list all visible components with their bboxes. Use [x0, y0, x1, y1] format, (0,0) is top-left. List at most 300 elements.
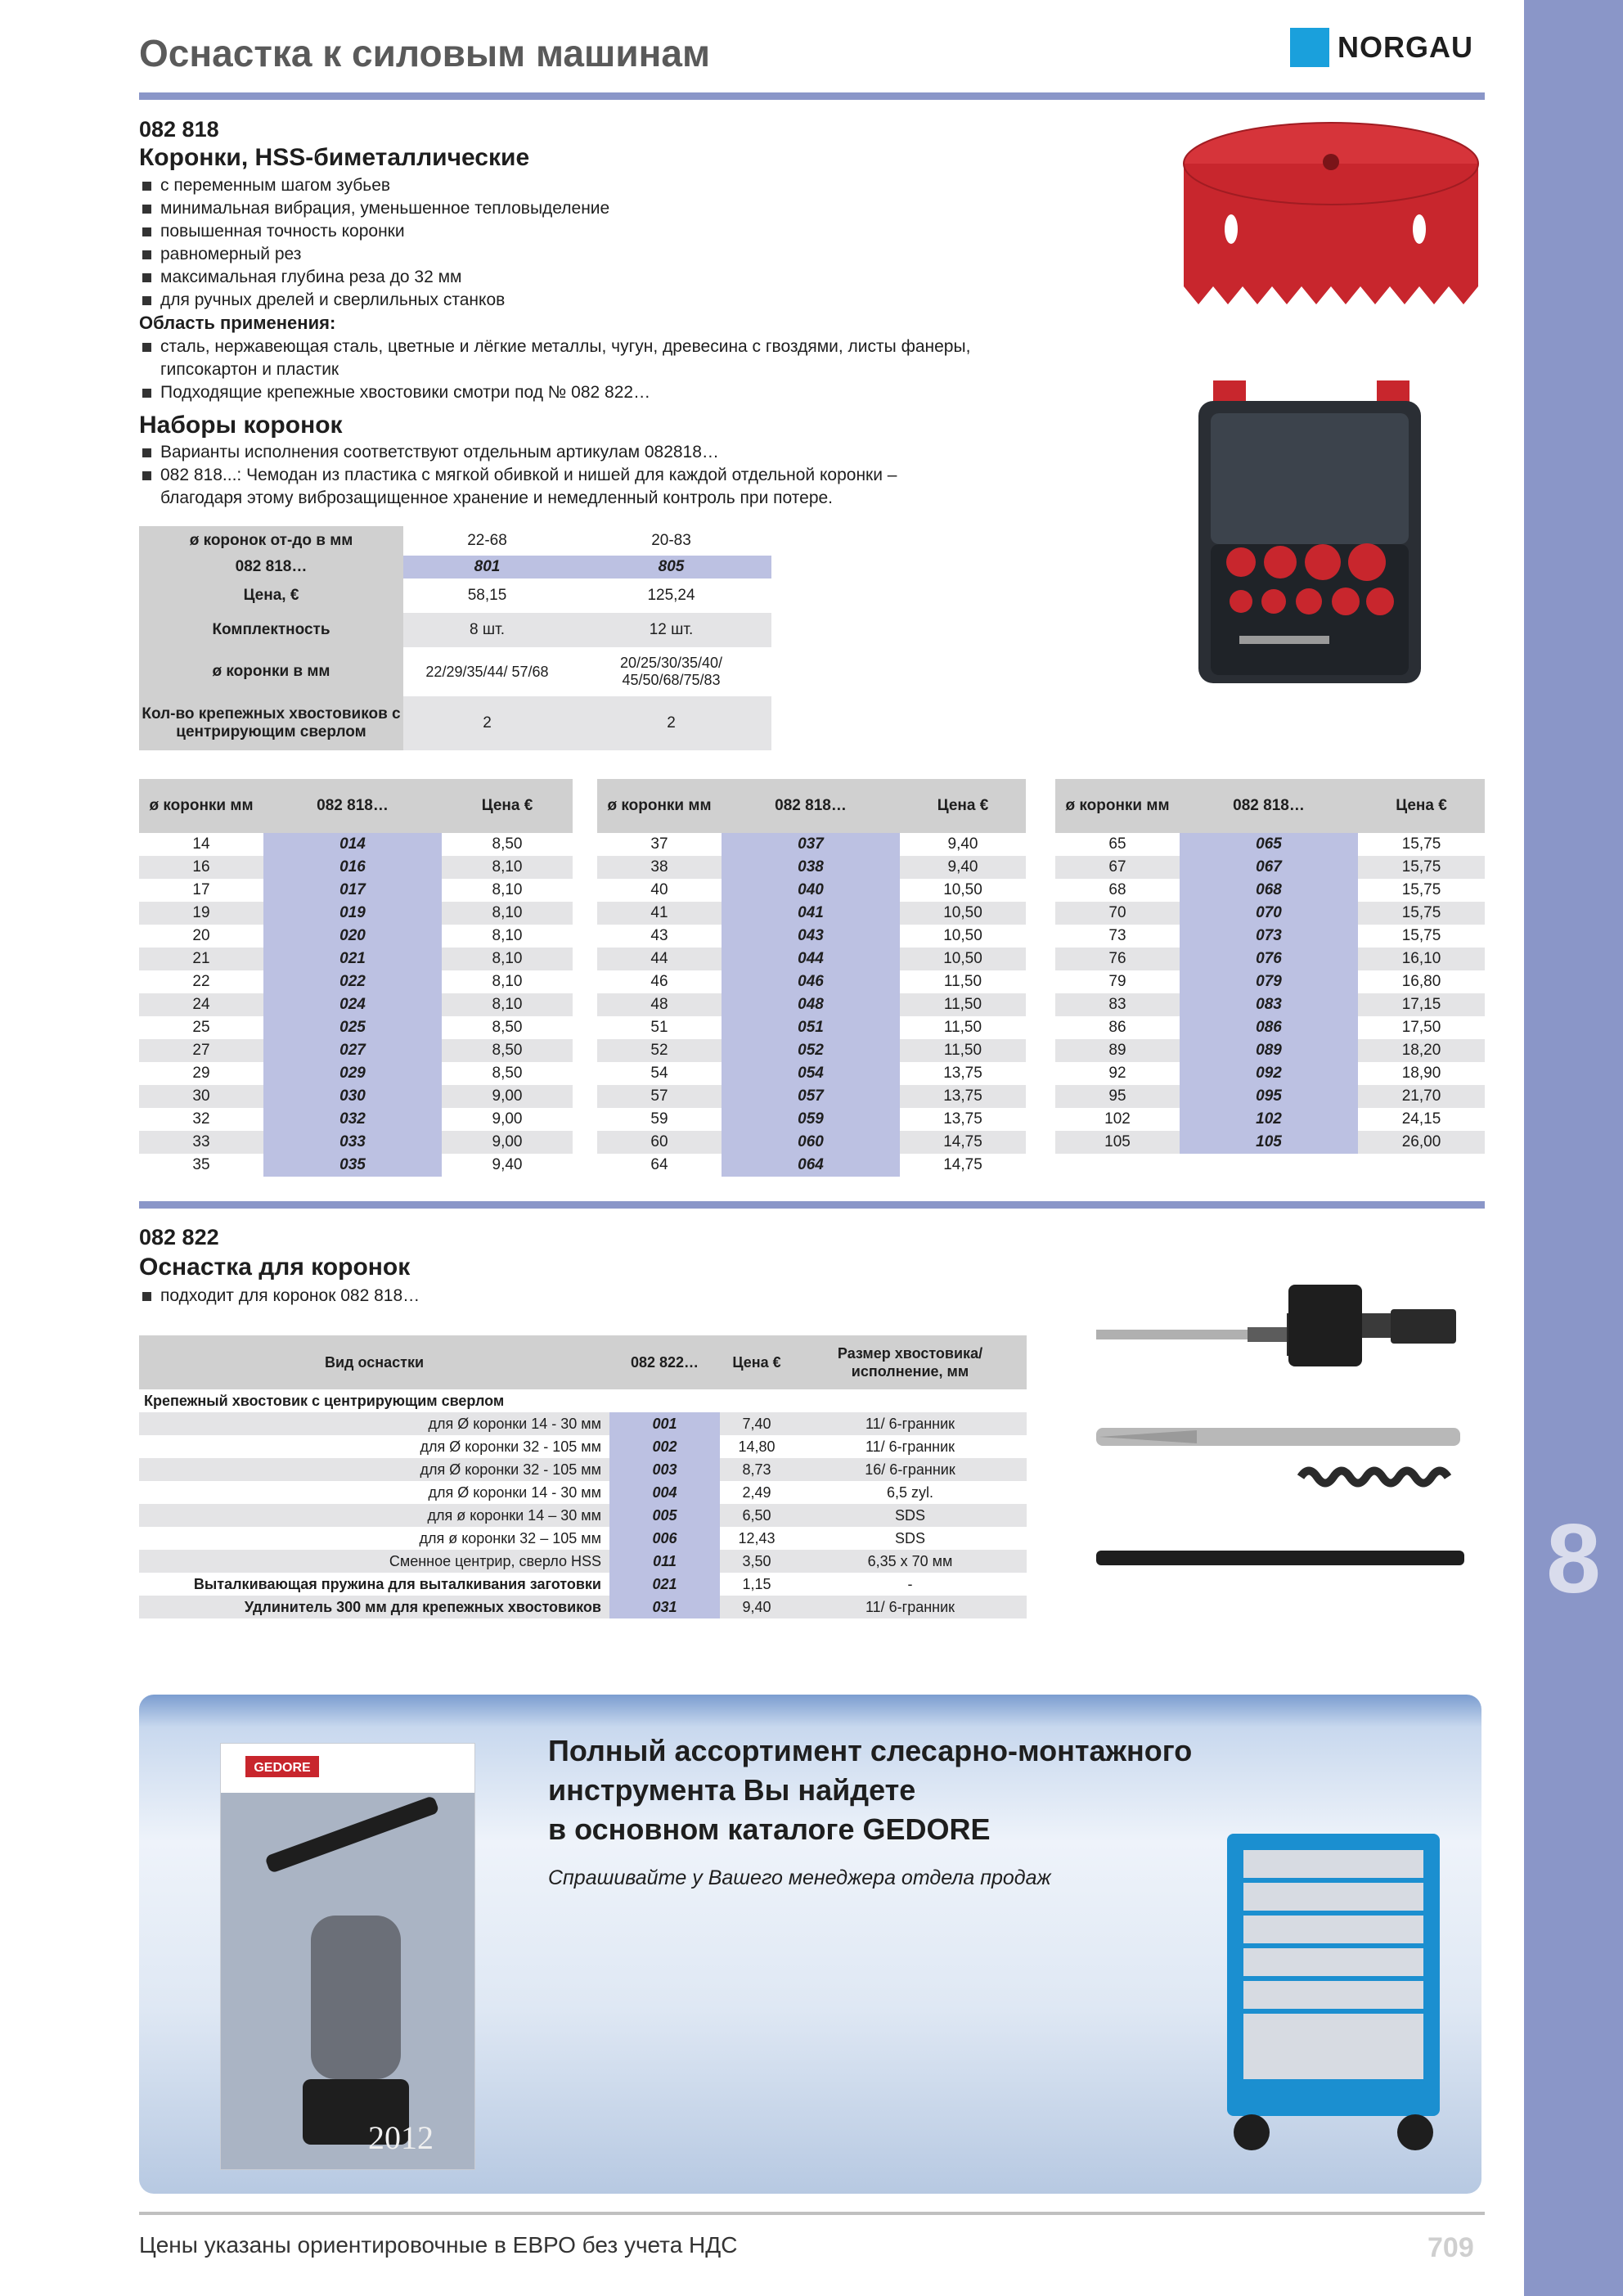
article-cell: 086	[1180, 1016, 1358, 1039]
hole-saw-set-case-image	[1190, 380, 1427, 696]
article-cell: 095	[1180, 1085, 1358, 1108]
table-row	[1055, 1062, 1485, 1085]
table-row	[139, 970, 573, 993]
table-row	[139, 1039, 573, 1062]
table-row	[597, 1154, 1026, 1177]
table-row	[1055, 1016, 1485, 1039]
price-cell: 17,50	[1401, 1019, 1441, 1036]
diameter-cell: 32	[192, 1110, 210, 1128]
col-price: Цена €	[900, 779, 1026, 833]
table-row	[139, 1016, 573, 1039]
col-price: Цена €	[1358, 779, 1485, 833]
article-cell: 065	[1180, 833, 1358, 856]
diameter-cell: 76	[1055, 948, 1180, 970]
article-cell: 054	[722, 1062, 900, 1085]
diameter-cell: 79	[1108, 973, 1126, 990]
table-row	[139, 1131, 573, 1154]
diameter-cell: 89	[1055, 1039, 1180, 1062]
diameter-cell: 92	[1108, 1065, 1126, 1082]
type-cell: Удлинитель 300 мм для крепежных хвостовиков	[139, 1596, 609, 1618]
article-cell: 083	[1180, 993, 1358, 1016]
col-size: Размер хвостовика/ исполнение, мм	[794, 1335, 1027, 1389]
type-cell: Сменное центрир, сверло HSS	[139, 1550, 609, 1573]
price-cell: 8,10	[492, 927, 523, 944]
article-cell: 001	[609, 1412, 720, 1435]
type-cell: для Ø коронки 14 - 30 мм	[139, 1412, 609, 1435]
diameter-cell: 52	[597, 1039, 722, 1062]
diameter-cell: 44	[597, 948, 722, 970]
table-row	[1055, 1039, 1485, 1062]
price-cell: 11,50	[900, 1039, 1026, 1062]
sets-value: 2	[571, 696, 771, 750]
diameter-cell: 25	[192, 1019, 210, 1036]
price-cell: 10,50	[943, 881, 982, 898]
table-row	[597, 1085, 1026, 1108]
article-cell: 040	[722, 879, 900, 902]
table-row	[1055, 1108, 1485, 1131]
article-cell: 038	[722, 856, 900, 879]
price-cell: 9,40	[720, 1596, 794, 1618]
diameter-cell: 43	[650, 927, 668, 944]
article-cell: 019	[263, 902, 442, 925]
extension-rod-icon	[1096, 1551, 1464, 1565]
price-cell: 18,90	[1401, 1065, 1441, 1082]
diameter-cell: 46	[650, 973, 668, 990]
diameter-cell: 21	[139, 948, 263, 970]
price-cell: 2,49	[742, 1483, 771, 1501]
price-table-2	[597, 779, 1026, 1177]
table-row	[139, 948, 573, 970]
type-cell: для Ø коронки 14 - 30 мм	[428, 1483, 601, 1501]
size-cell: 11/ 6-гранник	[865, 1438, 955, 1455]
feature-item: подходит для коронок 082 818…	[139, 1285, 794, 1308]
catalog-cover-image	[213, 1736, 483, 2177]
table-row	[139, 902, 573, 925]
price-cell: 8,10	[442, 948, 573, 970]
article-cell: 033	[263, 1131, 442, 1154]
article-cell: 070	[1180, 902, 1358, 925]
price-cell: 9,40	[947, 835, 978, 853]
feature-list	[139, 1285, 794, 1308]
table-row	[1055, 993, 1485, 1016]
sets-value: 12 шт.	[571, 613, 771, 647]
size-cell: -	[907, 1575, 913, 1592]
footer-note: Цены указаны ориентировочные в ЕВРО без учета НДС	[139, 2232, 738, 2258]
price-cell: 15,75	[1358, 856, 1485, 879]
col-article: 082 818…	[722, 779, 900, 833]
gedore-banner[interactable]	[139, 1695, 1481, 2194]
diameter-cell: 64	[650, 1156, 668, 1173]
diameter-cell: 27	[139, 1039, 263, 1062]
sets-price: 58,15	[467, 587, 507, 604]
table-row	[597, 1062, 1026, 1085]
article-cell: 079	[1180, 970, 1358, 993]
article-cell: 017	[263, 879, 442, 902]
group-label: Крепежный хвостовик с центрирующим сверлом	[139, 1389, 1027, 1412]
table-row	[597, 902, 1026, 925]
diameter-cell: 14	[192, 835, 210, 853]
article-cell: 052	[722, 1039, 900, 1062]
col-diameter: ø коронки мм	[597, 779, 722, 833]
table-row	[139, 993, 573, 1016]
price-cell: 18,20	[1358, 1039, 1485, 1062]
banner-subtitle: Спрашивайте у Вашего менеджера отдела продаж	[548, 1866, 1051, 1889]
article-cell: 068	[1180, 879, 1358, 902]
diameter-cell: 86	[1108, 1019, 1126, 1036]
table-row	[139, 1573, 1027, 1596]
table-row	[597, 993, 1026, 1016]
type-cell: для ø коронки 32 – 105 мм	[419, 1529, 601, 1546]
article-cell: 102	[1180, 1108, 1358, 1131]
article-cell: 067	[1180, 856, 1358, 879]
price-cell: 8,73	[720, 1458, 794, 1481]
price-cell: 8,50	[492, 1065, 523, 1082]
table-row	[597, 1131, 1026, 1154]
tool-trolley-image	[1219, 1817, 1464, 2169]
hole-saw-image	[1174, 115, 1489, 340]
article-cell: 051	[722, 1016, 900, 1039]
diameter-cell: 19	[139, 902, 263, 925]
product-code: 082 818	[139, 117, 219, 142]
size-cell: SDS	[894, 1529, 925, 1546]
article-cell: 076	[1180, 948, 1358, 970]
col-price: Цена €	[442, 779, 573, 833]
brand-logo	[1290, 28, 1473, 67]
diameter-cell: 17	[192, 881, 210, 898]
article-cell: 005	[609, 1504, 720, 1527]
sets-title: Наборы коронок	[139, 412, 343, 439]
price-cell: 8,10	[492, 973, 523, 990]
col-article: 082 818…	[1180, 779, 1358, 833]
diameter-cell: 51	[650, 1019, 668, 1036]
price-cell: 9,00	[442, 1131, 573, 1154]
table-row	[597, 970, 1026, 993]
sets-value: 22/29/35/44/ 57/68	[425, 663, 549, 680]
price-cell: 11,50	[943, 973, 982, 990]
table-row	[597, 948, 1026, 970]
article-cell: 021	[263, 948, 442, 970]
price-cell: 9,00	[442, 1085, 573, 1108]
col-type: Вид оснастки	[139, 1335, 609, 1389]
feature-item: равномерный рез	[139, 243, 1023, 266]
sets-article: 805	[571, 556, 771, 579]
article-cell: 006	[609, 1527, 720, 1550]
application-list	[139, 335, 1023, 404]
price-cell: 3,50	[720, 1550, 794, 1573]
type-cell: для Ø коронки 32 - 105 мм	[139, 1458, 609, 1481]
article-cell: 030	[263, 1085, 442, 1108]
diameter-cell: 40	[650, 881, 668, 898]
table-row	[139, 1435, 1027, 1458]
logo-square-icon	[1290, 28, 1329, 67]
application-item: сталь, нержавеющая сталь, цветные и лёгкие металлы, чугун, древесина с гвоздями, листы фанеры, гипсокартон и пластик	[139, 335, 1023, 381]
price-cell: 12,43	[738, 1529, 776, 1546]
diameter-cell: 35	[192, 1156, 210, 1173]
article-cell: 089	[1180, 1039, 1358, 1062]
diameter-cell: 20	[192, 927, 210, 944]
col-article: 082 818…	[263, 779, 442, 833]
article-cell: 020	[263, 925, 442, 948]
sets-value: 2	[403, 696, 571, 750]
sets-table	[139, 526, 771, 750]
table-row	[1055, 856, 1485, 879]
diameter-cell: 60	[597, 1131, 722, 1154]
table-row	[597, 833, 1026, 856]
price-cell: 10,50	[943, 927, 982, 944]
price-cell: 6,50	[720, 1504, 794, 1527]
table-row	[1055, 925, 1485, 948]
banner-line: в основном каталоге GEDORE	[548, 1812, 991, 1846]
diameter-cell: 38	[597, 856, 722, 879]
brand-name: NORGAU	[1338, 30, 1473, 64]
price-cell: 8,50	[492, 835, 523, 853]
feature-item: для ручных дрелей и сверлильных станков	[139, 289, 1023, 312]
sets-value: 22-68	[467, 532, 507, 549]
article-cell: 035	[263, 1154, 442, 1177]
table-row	[597, 879, 1026, 902]
catalog-brand: GEDORE	[254, 1761, 311, 1775]
table-row	[139, 1108, 573, 1131]
table-row	[139, 1504, 1027, 1527]
price-cell: 8,10	[492, 881, 523, 898]
article-cell: 016	[263, 856, 442, 879]
banner-headline	[548, 1731, 1192, 1849]
article-cell: 002	[609, 1435, 720, 1458]
price-cell: 11,50	[943, 1019, 982, 1036]
diameter-cell: 73	[1108, 927, 1126, 944]
table-row	[1055, 970, 1485, 993]
article-cell: 064	[722, 1154, 900, 1177]
page-title: Оснастка к силовым машинам	[139, 32, 710, 74]
diameter-cell: 41	[597, 902, 722, 925]
price-cell: 8,10	[442, 902, 573, 925]
price-cell: 1,15	[742, 1575, 771, 1592]
table-row	[1055, 833, 1485, 856]
table-row	[597, 1016, 1026, 1039]
application-item: Подходящие крепежные хвостовики смотри под № 082 822…	[139, 381, 1023, 404]
table-row	[139, 1481, 1027, 1504]
col-diameter: ø коронки мм	[1055, 779, 1180, 833]
table-row	[597, 925, 1026, 948]
col-price: Цена €	[720, 1335, 794, 1389]
size-cell: 16/ 6-гранник	[794, 1458, 1027, 1481]
sets-note: Варианты исполнения соответствуют отдельным артикулам 082818…	[139, 441, 957, 464]
table-row	[139, 1085, 573, 1108]
price-cell: 8,10	[442, 856, 573, 879]
sets-label: 082 818…	[139, 556, 403, 579]
diameter-cell: 30	[139, 1085, 263, 1108]
diameter-cell: 37	[650, 835, 668, 853]
product-code: 082 822	[139, 1225, 219, 1249]
article-cell: 004	[609, 1481, 720, 1504]
product-title: Коронки, HSS-биметаллические	[139, 144, 530, 171]
price-table-3	[1055, 779, 1485, 1154]
table-row	[139, 1412, 1027, 1435]
side-tab-bar	[1524, 0, 1623, 2296]
diameter-cell: 59	[650, 1110, 668, 1128]
price-cell: 10,50	[900, 948, 1026, 970]
price-cell: 8,50	[492, 1019, 523, 1036]
price-cell: 8,50	[442, 1039, 573, 1062]
col-diameter: ø коронки мм	[139, 779, 263, 833]
table-row	[139, 925, 573, 948]
article-cell: 048	[722, 993, 900, 1016]
sets-label: Цена, €	[139, 579, 403, 613]
price-cell: 26,00	[1358, 1131, 1485, 1154]
footer-rule	[139, 2212, 1485, 2215]
size-cell: SDS	[794, 1504, 1027, 1527]
price-cell: 13,75	[943, 1065, 982, 1082]
type-cell: Выталкивающая пружина для выталкивания заготовки	[193, 1575, 601, 1592]
price-cell: 15,75	[1401, 881, 1441, 898]
sets-label: ø коронок от-до в мм	[139, 526, 403, 556]
price-cell: 10,50	[900, 902, 1026, 925]
article-cell: 044	[722, 948, 900, 970]
price-cell: 16,10	[1358, 948, 1485, 970]
accessory-images	[1092, 1276, 1477, 1587]
sets-label: Кол-во крепежных хвостовиков с центрирующим сверлом	[139, 696, 403, 750]
article-cell: 073	[1180, 925, 1358, 948]
sets-article: 801	[403, 556, 571, 579]
application-title: Область применения:	[139, 313, 336, 333]
sets-label: ø коронки в мм	[139, 647, 403, 696]
section-rule	[139, 1201, 1485, 1209]
article-cell: 024	[263, 993, 442, 1016]
article-cell: 037	[722, 833, 900, 856]
diameter-cell: 105	[1055, 1131, 1180, 1154]
diameter-cell: 68	[1108, 881, 1126, 898]
diameter-cell: 33	[139, 1131, 263, 1154]
price-cell: 17,15	[1358, 993, 1485, 1016]
diameter-cell: 29	[192, 1065, 210, 1082]
banner-line: Полный ассортимент слесарно-монтажного	[548, 1734, 1193, 1767]
diameter-cell: 22	[192, 973, 210, 990]
spring-icon	[1301, 1471, 1448, 1483]
price-cell: 24,15	[1401, 1110, 1441, 1128]
header-rule	[139, 92, 1485, 100]
feature-list	[139, 174, 1023, 312]
article-cell: 046	[722, 970, 900, 993]
article-cell: 060	[722, 1131, 900, 1154]
drill-bit-icon	[1096, 1330, 1248, 1339]
type-cell: для Ø коронки 32 - 105 мм	[420, 1438, 601, 1455]
diameter-cell: 65	[1108, 835, 1126, 853]
diameter-cell: 67	[1055, 856, 1180, 879]
diameter-cell: 95	[1055, 1085, 1180, 1108]
price-table-1	[139, 779, 573, 1177]
table-row	[1055, 948, 1485, 970]
table-row	[139, 1596, 1027, 1618]
feature-item: максимальная глубина реза до 32 мм	[139, 266, 1023, 289]
price-cell: 13,75	[900, 1085, 1026, 1108]
table-row	[1055, 902, 1485, 925]
table-row	[139, 1458, 1027, 1481]
diameter-cell: 54	[650, 1065, 668, 1082]
price-cell: 14,75	[943, 1156, 982, 1173]
table-row	[597, 1108, 1026, 1131]
article-cell: 022	[263, 970, 442, 993]
feature-item: с переменным шагом зубьев	[139, 174, 1023, 197]
price-cell: 9,40	[492, 1156, 523, 1173]
article-cell: 031	[609, 1596, 720, 1618]
sets-value: 20/25/30/35/40/ 45/50/68/75/83	[619, 655, 723, 688]
article-cell: 011	[609, 1550, 720, 1573]
size-cell: 11/ 6-гранник	[794, 1596, 1027, 1618]
table-row	[597, 1039, 1026, 1062]
price-cell: 7,40	[720, 1412, 794, 1435]
table-row	[139, 1062, 573, 1085]
price-cell: 9,00	[492, 1110, 523, 1128]
sets-price: 125,24	[647, 587, 695, 604]
sets-label: Комплектность	[139, 613, 403, 647]
table-row	[1055, 1131, 1485, 1154]
article-cell: 027	[263, 1039, 442, 1062]
article-cell: 032	[263, 1108, 442, 1131]
table-row	[1055, 1085, 1485, 1108]
price-cell: 21,70	[1358, 1085, 1485, 1108]
table-row	[139, 879, 573, 902]
article-cell: 043	[722, 925, 900, 948]
diameter-cell: 83	[1055, 993, 1180, 1016]
price-cell: 14,75	[900, 1131, 1026, 1154]
feature-item: повышенная точность коронки	[139, 220, 1023, 243]
article-cell: 059	[722, 1108, 900, 1131]
sets-value: 20-83	[651, 532, 691, 549]
size-cell: 6,5 zyl.	[886, 1483, 934, 1501]
price-cell: 15,75	[1401, 927, 1441, 944]
sets-note: 082 818...: Чемодан из пластика с мягкой обивкой и нишей для каждой отдельной коронки – благодаря этому виброзащищенное хранение и немедленный контроль при потере.	[139, 464, 957, 510]
price-cell: 13,75	[943, 1110, 982, 1128]
table-row	[139, 856, 573, 879]
price-cell: 15,75	[1401, 835, 1441, 853]
page-number: 709	[1427, 2232, 1474, 2263]
article-cell: 105	[1180, 1131, 1358, 1154]
table-row	[139, 833, 573, 856]
price-cell: 8,10	[442, 993, 573, 1016]
article-cell: 014	[263, 833, 442, 856]
type-cell: для ø коронки 14 – 30 мм	[139, 1504, 609, 1527]
catalog-year: 2012	[368, 2119, 434, 2156]
article-cell: 003	[609, 1458, 720, 1481]
article-cell: 025	[263, 1016, 442, 1039]
article-cell: 021	[609, 1573, 720, 1596]
diameter-cell: 24	[139, 993, 263, 1016]
diameter-cell: 16	[139, 856, 263, 879]
diameter-cell: 70	[1055, 902, 1180, 925]
product-title: Оснастка для коронок	[139, 1254, 411, 1281]
accessory-table	[139, 1335, 1027, 1618]
table-row	[139, 1154, 573, 1177]
diameter-cell: 57	[597, 1085, 722, 1108]
sets-notes	[139, 441, 957, 510]
sets-value: 8 шт.	[403, 613, 571, 647]
price-cell: 11,50	[900, 993, 1026, 1016]
table-row	[139, 1550, 1027, 1573]
banner-line: инструмента Вы найдете	[548, 1773, 916, 1807]
article-cell: 092	[1180, 1062, 1358, 1085]
table-row	[139, 1527, 1027, 1550]
diameter-cell: 48	[597, 993, 722, 1016]
article-cell: 057	[722, 1085, 900, 1108]
col-article: 082 822…	[609, 1335, 720, 1389]
size-cell: 6,35 x 70 мм	[794, 1550, 1027, 1573]
article-cell: 041	[722, 902, 900, 925]
size-cell: 11/ 6-гранник	[794, 1412, 1027, 1435]
table-row	[597, 856, 1026, 879]
feature-item: минимальная вибрация, уменьшенное тепловыделение	[139, 197, 1023, 220]
section-number: 8	[1546, 1504, 1601, 1614]
price-cell: 14,80	[738, 1438, 776, 1455]
